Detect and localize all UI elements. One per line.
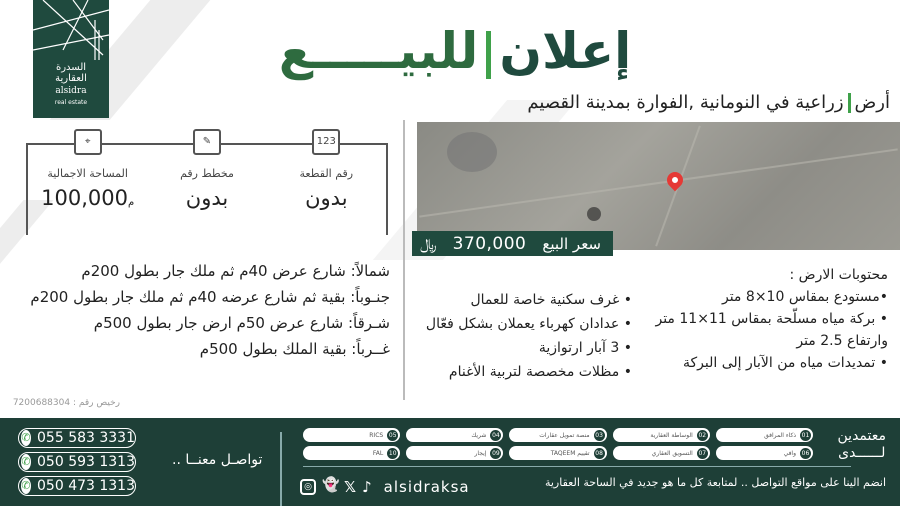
- info-total-area: [28, 136, 147, 235]
- boundaries-list: [30, 258, 390, 362]
- license-number: رخيص رقم : 7200688304: [12, 398, 120, 408]
- badge-number: 10: [388, 449, 397, 457]
- social-links: [300, 478, 470, 496]
- badge: [406, 428, 503, 442]
- title-word-sale: للبيـــــع: [278, 22, 479, 80]
- badge: [716, 446, 813, 460]
- logo-arabic-line2: العقارية: [55, 73, 87, 84]
- badge-number: 06: [801, 449, 810, 457]
- badge-name: شريك: [471, 431, 487, 439]
- area-map-icon: ⌖: [74, 129, 102, 155]
- area-unit: م: [128, 197, 135, 208]
- feature-item: • 3 آبار ارتوازية: [538, 340, 632, 356]
- boundary-west: غــرباً: بقية الملك بطول 500م: [199, 340, 390, 358]
- title-separator: [486, 31, 491, 79]
- badge-name: RICS: [369, 431, 384, 439]
- badge-name: منصة تمويل عقارات: [539, 431, 590, 439]
- badge-name: التسويق العقاري: [651, 449, 693, 457]
- contents-heading: محتوبات الارض :: [789, 267, 888, 283]
- numbered-plots-icon: 123: [312, 129, 340, 155]
- approved-by-label: [838, 428, 886, 462]
- badge: [509, 446, 606, 460]
- price-value: 370,000: [452, 233, 527, 254]
- logo-english-sub: real estate: [54, 99, 88, 106]
- badge-name: الوساطة العقارية: [650, 431, 693, 439]
- info-value: بدون: [305, 186, 348, 210]
- company-logo: [33, 0, 109, 118]
- feature-item: • مظلات مخصصة لتربية الأغنام: [448, 364, 632, 380]
- feature-item: • عدادان كهرباء يعملان بشكل فعّال: [425, 316, 632, 332]
- badge-number: 04: [492, 431, 500, 439]
- phone-link[interactable]: [18, 476, 136, 496]
- feature-item: • غرف سكنية خاصة للعمال: [470, 292, 632, 308]
- info-value: [28, 186, 147, 210]
- badge-name: ذكاء المرافق: [764, 431, 796, 439]
- approved-line1: معتمدين: [837, 428, 886, 444]
- badge-number: 01: [801, 431, 810, 439]
- phone-number: 050 593 1313: [37, 454, 135, 470]
- approved-line2: لــــــدى: [838, 445, 886, 461]
- phone-number: 050 473 1313: [37, 478, 135, 494]
- instagram-icon[interactable]: ◎: [300, 479, 316, 495]
- title-word-ad: إعلان: [499, 22, 632, 80]
- phone-icon: ✆: [21, 479, 31, 492]
- x-icon[interactable]: 𝕏: [344, 478, 357, 496]
- page-title: [260, 22, 650, 80]
- accreditation-badges: [303, 428, 813, 460]
- boundary-east: شـرقاً: شارع عرض 50م ارض جار بطول 500م: [93, 314, 390, 332]
- info-label: مخطط رقم: [180, 167, 234, 180]
- badge: [716, 428, 813, 442]
- area-value: 100,000: [41, 186, 128, 210]
- subtitle-separator: [848, 93, 851, 113]
- logo-english: alsidra: [55, 86, 87, 96]
- price-label: سعر البيع: [542, 234, 601, 253]
- riyal-icon: ﷼: [419, 234, 437, 253]
- info-value: بدون: [185, 186, 229, 210]
- footer-hline: [303, 466, 851, 467]
- property-location: زراعية في النومانية ,الفوارة بمدينة القصيم: [527, 92, 844, 113]
- phone-icon: ✆: [21, 431, 31, 444]
- boundary-north: شمالاً: شارع عرض 40م ثم ملك جار بطول 200م: [81, 262, 390, 280]
- badge-number: 03: [595, 431, 603, 439]
- vertical-divider: [403, 120, 405, 400]
- boundary-south: جنـوباً: بقية ثم شارع عرضه 40م ثم ملك جار بطول 200م: [30, 288, 390, 306]
- snapchat-icon[interactable]: 👻: [322, 477, 340, 493]
- social-handle: alsidraksa: [383, 478, 470, 496]
- sale-price-bar: [412, 231, 613, 256]
- contents-item: • تمديدات مياه من الآبار إلى البركة: [683, 355, 888, 371]
- badge-name: وافي: [783, 449, 796, 457]
- join-us-text: انضم الينا على مواقع التواصل .. لمتابعة كل ما هو جديد في الساحة العقارية: [544, 476, 886, 489]
- badge-name: إيجار: [474, 449, 487, 457]
- info-label: المساحة الاجمالية: [47, 167, 128, 180]
- badge-number: 02: [698, 431, 707, 439]
- footer: [0, 418, 900, 506]
- listing-subtitle: [527, 92, 890, 113]
- blueprint-icon: ✎: [193, 129, 221, 155]
- badge: [613, 428, 710, 442]
- logo-arabic-line1: السدرة: [55, 62, 87, 73]
- badge-number: 07: [698, 449, 707, 457]
- phone-icon: ✆: [21, 455, 31, 468]
- badge: [509, 428, 606, 442]
- phone-link[interactable]: [18, 452, 136, 472]
- info-plot-number: [267, 136, 386, 235]
- property-type: أرض: [854, 92, 890, 113]
- badge: [613, 446, 710, 460]
- contents-item: • بركة مياه مسلّحة بمقاس 11×11 متر: [655, 311, 888, 327]
- info-label: رقم القطعة: [299, 167, 354, 180]
- logo-lines-icon: [33, 0, 109, 60]
- contents-item: وارتفاع 2.5 متر: [796, 333, 888, 349]
- badge: [303, 428, 400, 442]
- land-contents: [638, 264, 888, 374]
- badge-number: 05: [388, 431, 397, 439]
- contents-item: •مستودع بمقاس 10×8 متر: [721, 289, 888, 305]
- badge-name: تقييم TAQEEM: [550, 449, 590, 457]
- plot-info-box: [26, 136, 388, 235]
- footer-divider: [280, 432, 282, 506]
- phone-link[interactable]: [18, 428, 136, 448]
- badge: [303, 446, 400, 460]
- tiktok-icon[interactable]: ♪: [362, 478, 372, 496]
- badge: [406, 446, 503, 460]
- info-scheme-number: [147, 136, 266, 235]
- badge-number: 09: [492, 449, 500, 457]
- contact-label: تواصـل معنــا ..: [172, 452, 263, 468]
- features-list: [407, 288, 632, 384]
- badge-name: FAL: [372, 449, 384, 457]
- badge-number: 08: [595, 449, 603, 457]
- phone-number: 055 583 3331: [37, 430, 135, 446]
